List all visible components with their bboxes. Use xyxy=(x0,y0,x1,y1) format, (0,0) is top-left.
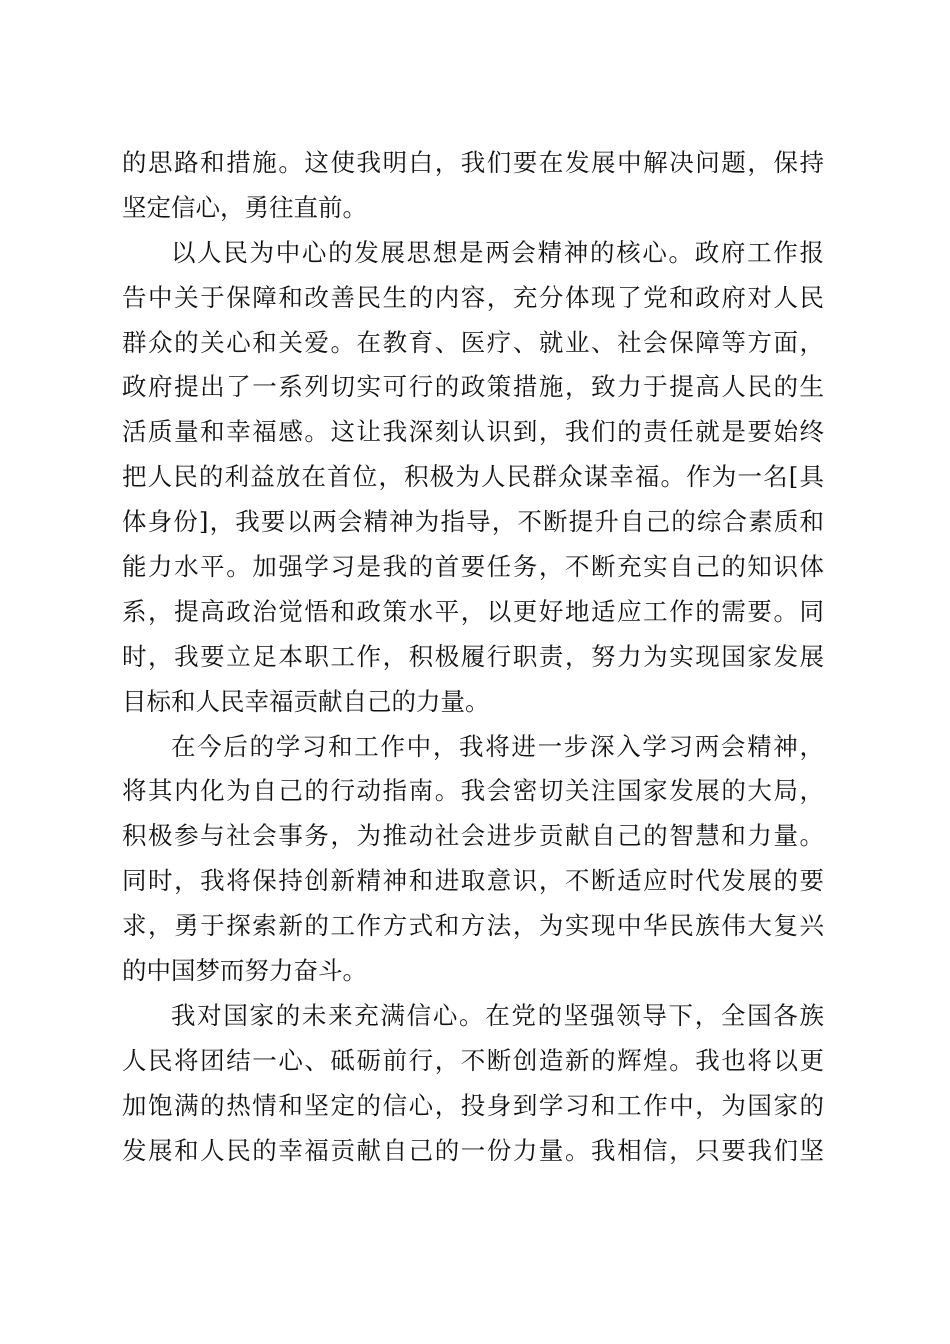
text-line: 把人民的利益放在首位，积极为人民群众谋幸福。作为一名[具 xyxy=(122,462,824,492)
body-text xyxy=(122,141,824,1173)
text-line: 群众的关心和关爱。在教育、医疗、就业、社会保障等方面， xyxy=(122,327,824,357)
text-line: 目标和人民幸福贡献自己的力量。 xyxy=(122,686,490,716)
text-line: 加饱满的热情和坚定的信心，投身到学习和工作中，为国家的 xyxy=(122,1090,824,1120)
text-line: 我对国家的未来充满信心。在党的坚强领导下，全国各族 xyxy=(171,1000,824,1030)
text-line: 能力水平。加强学习是我的首要任务，不断充实自己的知识体 xyxy=(122,552,824,582)
text-line: 系，提高政治觉悟和政策水平，以更好地适应工作的需要。同 xyxy=(122,596,824,626)
text-line: 积极参与社会事务，为推动社会进步贡献自己的智慧和力量。 xyxy=(122,821,824,851)
text-line: 发展和人民的幸福贡献自己的一份力量。我相信，只要我们坚 xyxy=(122,1135,824,1165)
text-line: 坚定信心，勇往直前。 xyxy=(122,192,367,222)
text-line: 时，我要立足本职工作，积极履行职责，努力为实现国家发展 xyxy=(122,641,824,671)
text-line: 以人民为中心的发展思想是两会精神的核心。政府工作报 xyxy=(171,237,824,267)
text-line: 体身份]，我要以两会精神为指导，不断提升自己的综合素质和 xyxy=(122,507,824,537)
text-line: 在今后的学习和工作中，我将进一步深入学习两会精神， xyxy=(171,731,824,761)
text-line: 人民将团结一心、砥砺前行，不断创造新的辉煌。我也将以更 xyxy=(122,1045,824,1075)
text-line: 告中关于保障和改善民生的内容，充分体现了党和政府对人民 xyxy=(122,282,824,312)
text-line: 求，勇于探索新的工作方式和方法，为实现中华民族伟大复兴 xyxy=(122,911,824,941)
text-line: 的思路和措施。这使我明白，我们要在发展中解决问题，保持 xyxy=(122,148,824,177)
text-line: 的中国梦而努力奋斗。 xyxy=(122,956,367,986)
text-line: 活质量和幸福感。这让我深刻认识到，我们的责任就是要始终 xyxy=(122,417,824,447)
text-line: 同时，我将保持创新精神和进取意识，不断适应时代发展的要 xyxy=(122,866,824,896)
text-line: 政府提出了一系列切实可行的政策措施，致力于提高人民的生 xyxy=(122,372,824,402)
text-line: 将其内化为自己的行动指南。我会密切关注国家发展的大局， xyxy=(122,776,824,806)
